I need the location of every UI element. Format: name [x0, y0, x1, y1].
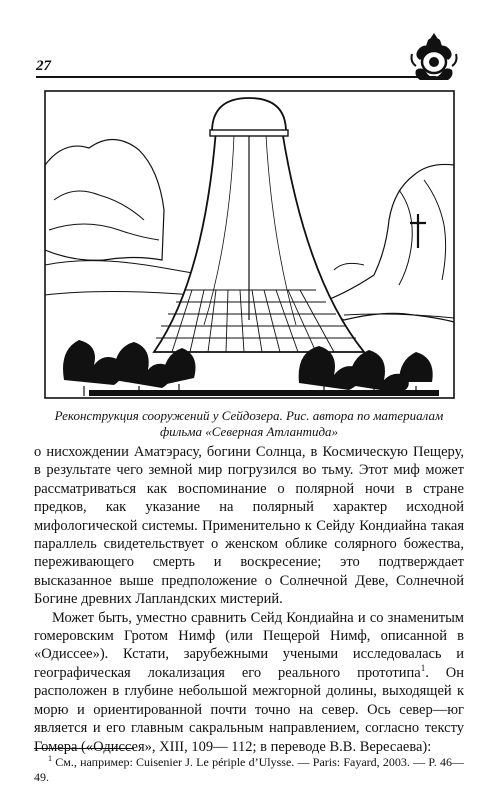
paragraph-2-before-ref: Может быть, уместно сравнить Сейд Кондиайна и со знаменитым гомеровским Гротом Нимф (или Пещерой Нимф, описанной в «Одиссее»). Кстати, зарубежными учеными исследовалась и географическая локализация его реального прототипа [34, 609, 464, 681]
tower-illustration [44, 90, 455, 399]
footnote-reference: 1 [420, 663, 426, 674]
figure-caption: Реконструкция сооружений у Сейдозера. Рис. автора по материалам фильма «Северная Атлантида» [54, 408, 444, 439]
footnote-rule [34, 748, 134, 749]
body-text [34, 443, 464, 756]
footnote [34, 751, 464, 785]
page-header [36, 58, 456, 80]
emblem-icon [408, 30, 460, 84]
paragraph-2 [34, 609, 464, 756]
footnote-mark: 1 [48, 754, 52, 763]
paragraph-2-after-ref: . Он расположен в глубине небольшой межгорной долины, выходящей к морю и ориентированной почти точно на север. Ось север—юг является и его главным сакральным направлением, согласно тексту Гомера («Одиссея», XIII, 109— 112; в переводе В.В. Вересаева): [34, 664, 464, 755]
page-number: 27 [36, 58, 51, 74]
footnote-text: См., например: Cuisenier J. Le périple d’Ulysse. — Paris: Fayard, 2003. — P. 46—49. [34, 755, 464, 784]
header-rule [36, 76, 436, 78]
paragraph-1: о нисхождении Аматэрасу, богини Солнца, в Космическую Пещеру, в результате чего земной мир погрузился во тьму. Этот миф может рассматриваться как воспоминание о полярной ночи в стране предков, как указание на полярный характер исходной мифологической системы. Применительно к Сейду Кондиайна такая параллель свидетельствует о женском облике солярного божества, переживающего смерть и воскресение; это подтверждает высказанное выше предположение о Солнечной Деве, Солнечной Богине древних Лапландских мистерий. [34, 444, 464, 608]
